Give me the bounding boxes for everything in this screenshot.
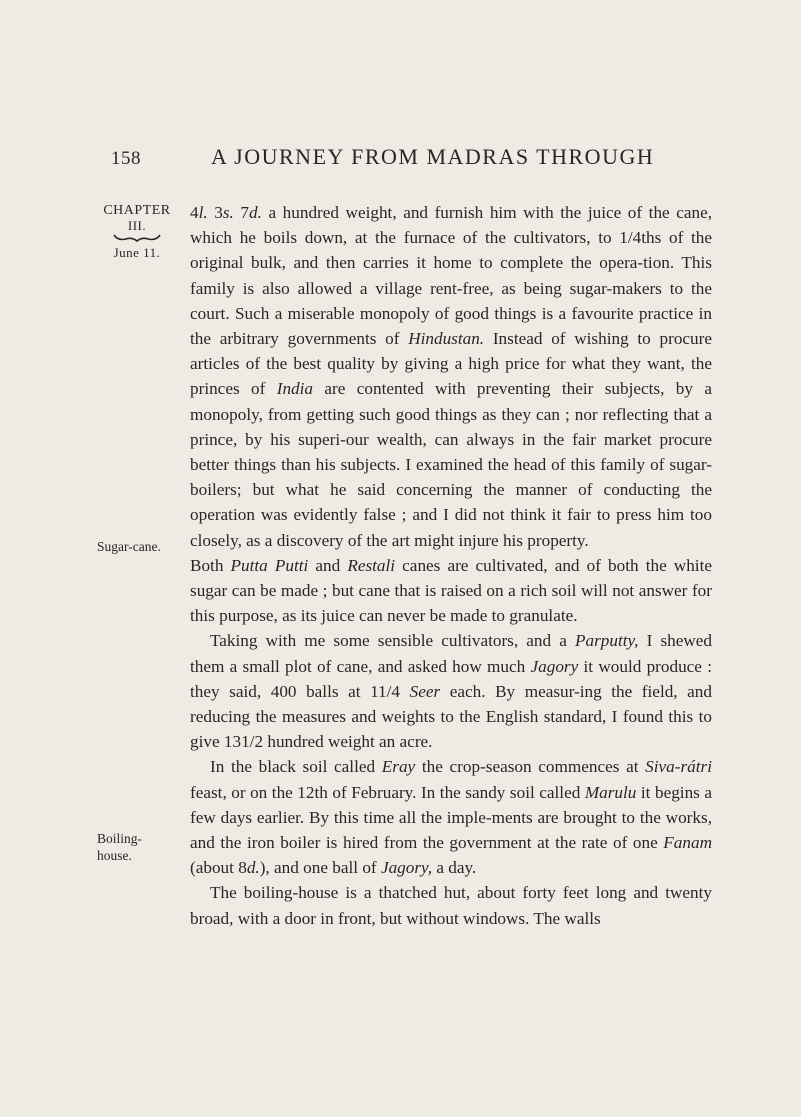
text-segment: Both: [190, 555, 231, 575]
text-segment: The boiling-house is a thatched hut, about forty feet long and twenty broad, with a door in front, but without windows. The walls: [190, 883, 712, 928]
text-segment: s.: [222, 203, 234, 222]
text-segment: 1/4: [378, 681, 401, 701]
text-segment: 1/4: [619, 228, 642, 248]
body-text: [190, 200, 712, 931]
text-segment: Putta Putti: [230, 555, 309, 575]
margin-note-boiling-line-1: Boiling-: [97, 831, 143, 846]
text-segment: Jagory,: [380, 858, 433, 878]
text-segment: ), and one ball of: [259, 858, 381, 878]
text-segment: Seer: [409, 681, 441, 701]
text-segment: Eray: [381, 757, 416, 777]
text-segment: it would produce : they said, 400 balls at 1: [190, 656, 712, 701]
text-segment: a day.: [432, 858, 477, 878]
paragraph-1: [190, 200, 712, 553]
paragraph-3: [190, 628, 712, 754]
text-segment: l.: [198, 203, 208, 222]
text-segment: Marulu: [584, 782, 637, 802]
bracket-ornament-icon: [112, 233, 162, 243]
paragraph-4: [190, 754, 712, 880]
text-segment: Instead of wishing to procure articles of the best quality by giving a high price for what they want, the princes of: [190, 329, 712, 399]
chapter-label: CHAPTER: [103, 203, 171, 218]
margin-note-boiling-line-2: house.: [97, 848, 132, 863]
text-segment: In the black soil called: [210, 757, 382, 777]
margin-note-boiling-house: [97, 830, 185, 864]
text-segment: Fanam: [663, 833, 712, 853]
text-segment: 3: [207, 203, 223, 222]
text-segment: each. By measur-ing the field, and reducing the measures and weights to the English standard, I found this to give 13: [190, 681, 712, 752]
text-segment: I shewed them a small plot of cane, and asked how much: [190, 631, 713, 676]
margin-chapter-note: [97, 202, 177, 261]
text-segment: canes are cultivated, and of both the white sugar can be made ; but cane that is raised on a rich soil will not answer for this purpose, as its juice can never be made to granulate.: [190, 555, 712, 626]
text-segment: 1/2: [241, 732, 264, 752]
paragraph-2: [190, 553, 712, 629]
text-segment: (about 8: [190, 858, 247, 878]
text-segment: 4: [190, 203, 199, 222]
margin-date: June 11.: [113, 245, 161, 260]
running-head: A JOURNEY FROM MADRAS THROUGH: [211, 144, 655, 169]
text-segment: Restali: [347, 555, 396, 575]
page-number: 158: [111, 148, 141, 169]
text-segment: Taking with me some sensible cultivators, and a: [210, 631, 575, 651]
chapter-number: III.: [127, 218, 147, 233]
text-segment: the crop-season commences at: [415, 757, 646, 777]
text-segment: Jagory: [530, 656, 579, 676]
text-segment: 7: [233, 203, 250, 222]
text-segment: d.: [249, 203, 262, 222]
text-segment: d.: [246, 858, 260, 878]
text-segment: and: [308, 555, 348, 575]
text-segment: Hindustan.: [408, 329, 485, 349]
text-segment: ths of the original bulk, and then carries it home to complete the opera-tion. This family is also allowed a village rent-free, as being sugar-makers to the court. Such a miserable monopoly of good things is a favourite practice in the arbitrary governments of: [190, 228, 712, 349]
margin-note-sugar-cane: Sugar-cane.: [97, 539, 161, 554]
text-segment: India: [276, 379, 314, 399]
text-segment: Parputty,: [574, 631, 639, 651]
text-segment: hundred weight an acre.: [263, 732, 433, 752]
text-segment: feast, or on the 12th of February. In the sandy soil called: [190, 782, 585, 802]
text-segment: it begins a few days earlier. By this time all the imple-ments are brought to the works, and the iron boiler is hired from the government at the rate of one: [190, 782, 712, 853]
text-segment: Siva-rátri: [645, 757, 712, 777]
text-segment: a hundred weight, and furnish him with the juice of the cane, which he boils down, at the furnace of the cultivators, to: [190, 203, 713, 248]
paragraph-5: [190, 880, 712, 930]
text-segment: are contented with preventing their subjects, by a monopoly, from getting such good things as they can ; nor reflecting that a prince, by his superi-our wealth, can always in the fair market procure better things than his subjects. I examined the head of this family of sugar-boilers; but what he said concerning the manner of conducting the operation was evidently false ; and I did not think it fair to press him too closely, as a discovery of the art might injure his property.: [190, 379, 712, 550]
text-segment: [400, 682, 410, 701]
page-header: [111, 142, 711, 172]
